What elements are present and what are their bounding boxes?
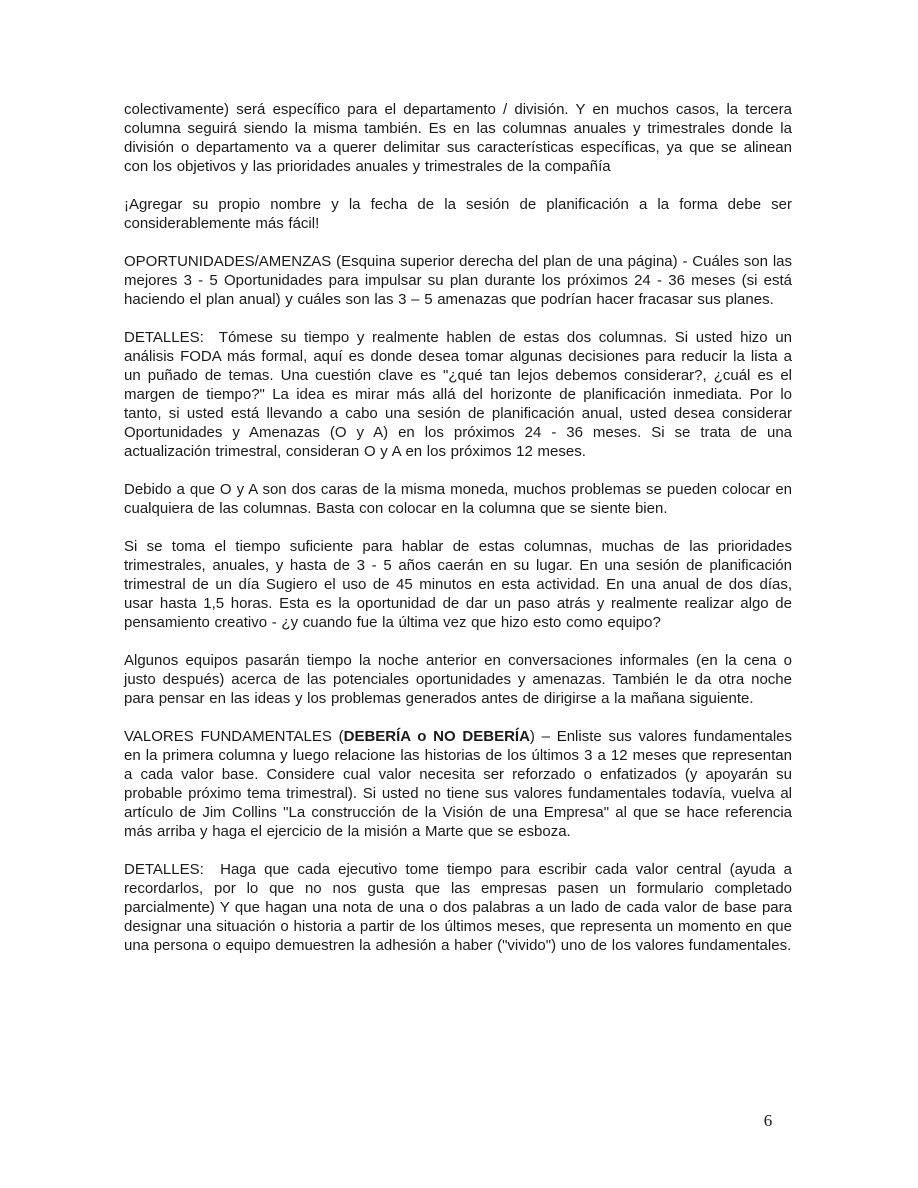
text-run: Si se toma el tiempo suficiente para hablar de estas columnas, muchas de las prioridades trimestrales, anuales, y hasta de 3 - 5 años caerán en su lugar. En una sesión de planificación trimestral de un día Sugiero el uso de 45 minutos en esta actividad. En una anual de dos días, usar hasta 1,5 horas. Esta es la oportunidad de dar un paso atrás y realmente realizar algo de pensamiento creativo - ¿y cuando fue la última vez que hizo esto como equipo? [124,538,792,631]
bold-text-run: DEBERÍA o NO DEBERÍA [343,728,530,745]
paragraph [124,195,792,233]
text-run: OPORTUNIDADES/AMENZAS (Esquina superior derecha del plan de una página) - Cuáles son las mejores 3 - 5 Oportunidades para impulsar su plan durante los próximos 24 - 36 meses (si está haciendo el plan anual) y cuáles son las 3 – 5 amenazas que podrían hacer fracasar sus planes. [124,253,792,308]
paragraph [124,100,792,176]
text-run: colectivamente) será específico para el departamento / división. Y en muchos casos, la tercera columna seguirá siendo la misma también. Es en las columnas anuales y trimestrales donde la división o departamento va a querer delimitar sus características específicas, ya que se alinean con los objetivos y las prioridades anuales y trimestrales de la compañía [124,101,792,175]
paragraph [124,860,792,955]
text-run: ¡Agregar su propio nombre y la fecha de la sesión de planificación a la forma debe ser considerablemente más fácil! [124,196,792,232]
text-run: DETALLES: Haga que cada ejecutivo tome tiempo para escribir cada valor central (ayuda a recordarlos, por lo que no nos gusta que las empresas pasen un formulario completado parcialmente) Y que hagan una nota de una o dos palabras a un lado de cada valor de base para designar una situación o historia a partir de los últimos meses, que representa un momento en que una persona o equipo demuestren la adhesión a haber ("vivido") uno de los valores fundamentales. [124,861,792,954]
paragraph [124,480,792,518]
paragraph [124,537,792,632]
document-body [124,100,792,974]
page-number: 6 [763,1111,773,1130]
paragraph [124,252,792,309]
text-run: VALORES FUNDAMENTALES ( [124,728,344,745]
paragraph [124,651,792,708]
text-run: ) – Enliste sus valores fundamentales en la primera columna y luego relacione las historias de los últimos 3 a 12 meses que representan a cada valor base. Considere cual valor necesita ser reforzado o enfatizados (y apoyarán su probable próximo tema trimestral). Si usted no tiene sus valores fundamentales todavía, vuelva al artículo de Jim Collins "La construcción de la Visión de una Empresa" al que se hace referencia más arriba y haga el ejercicio de la misión a Marte que se esboza. [124,728,793,840]
text-run: Debido a que O y A son dos caras de la misma moneda, muchos problemas se pueden colocar en cualquiera de las columnas. Basta con colocar en la columna que se siente bien. [124,481,792,517]
paragraph [124,328,792,461]
paragraph [124,727,792,841]
text-run: Algunos equipos pasarán tiempo la noche anterior en conversaciones informales (en la cena o justo después) acerca de las potenciales oportunidades y amenazas. También le da otra noche para pensar en las ideas y los problemas generados antes de dirigirse a la mañana siguiente. [124,652,792,707]
text-run: DETALLES: Tómese su tiempo y realmente hablen de estas dos columnas. Si usted hizo un análisis FODA más formal, aquí es donde desea tomar algunas decisiones para reducir la lista a un puñado de temas. Una cuestión clave es "¿qué tan lejos debemos considerar?, ¿cuál es el margen de tiempo?" La idea es mirar más allá del horizonte de planificación inmediata. Por lo tanto, si usted está llevando a cabo una sesión de planificación anual, usted desea considerar Oportunidades y Amenazas (O y A) en los próximos 24 - 36 meses. Si se trata de una actualización trimestral, consideran O y A en los próximos 12 meses. [124,329,792,460]
